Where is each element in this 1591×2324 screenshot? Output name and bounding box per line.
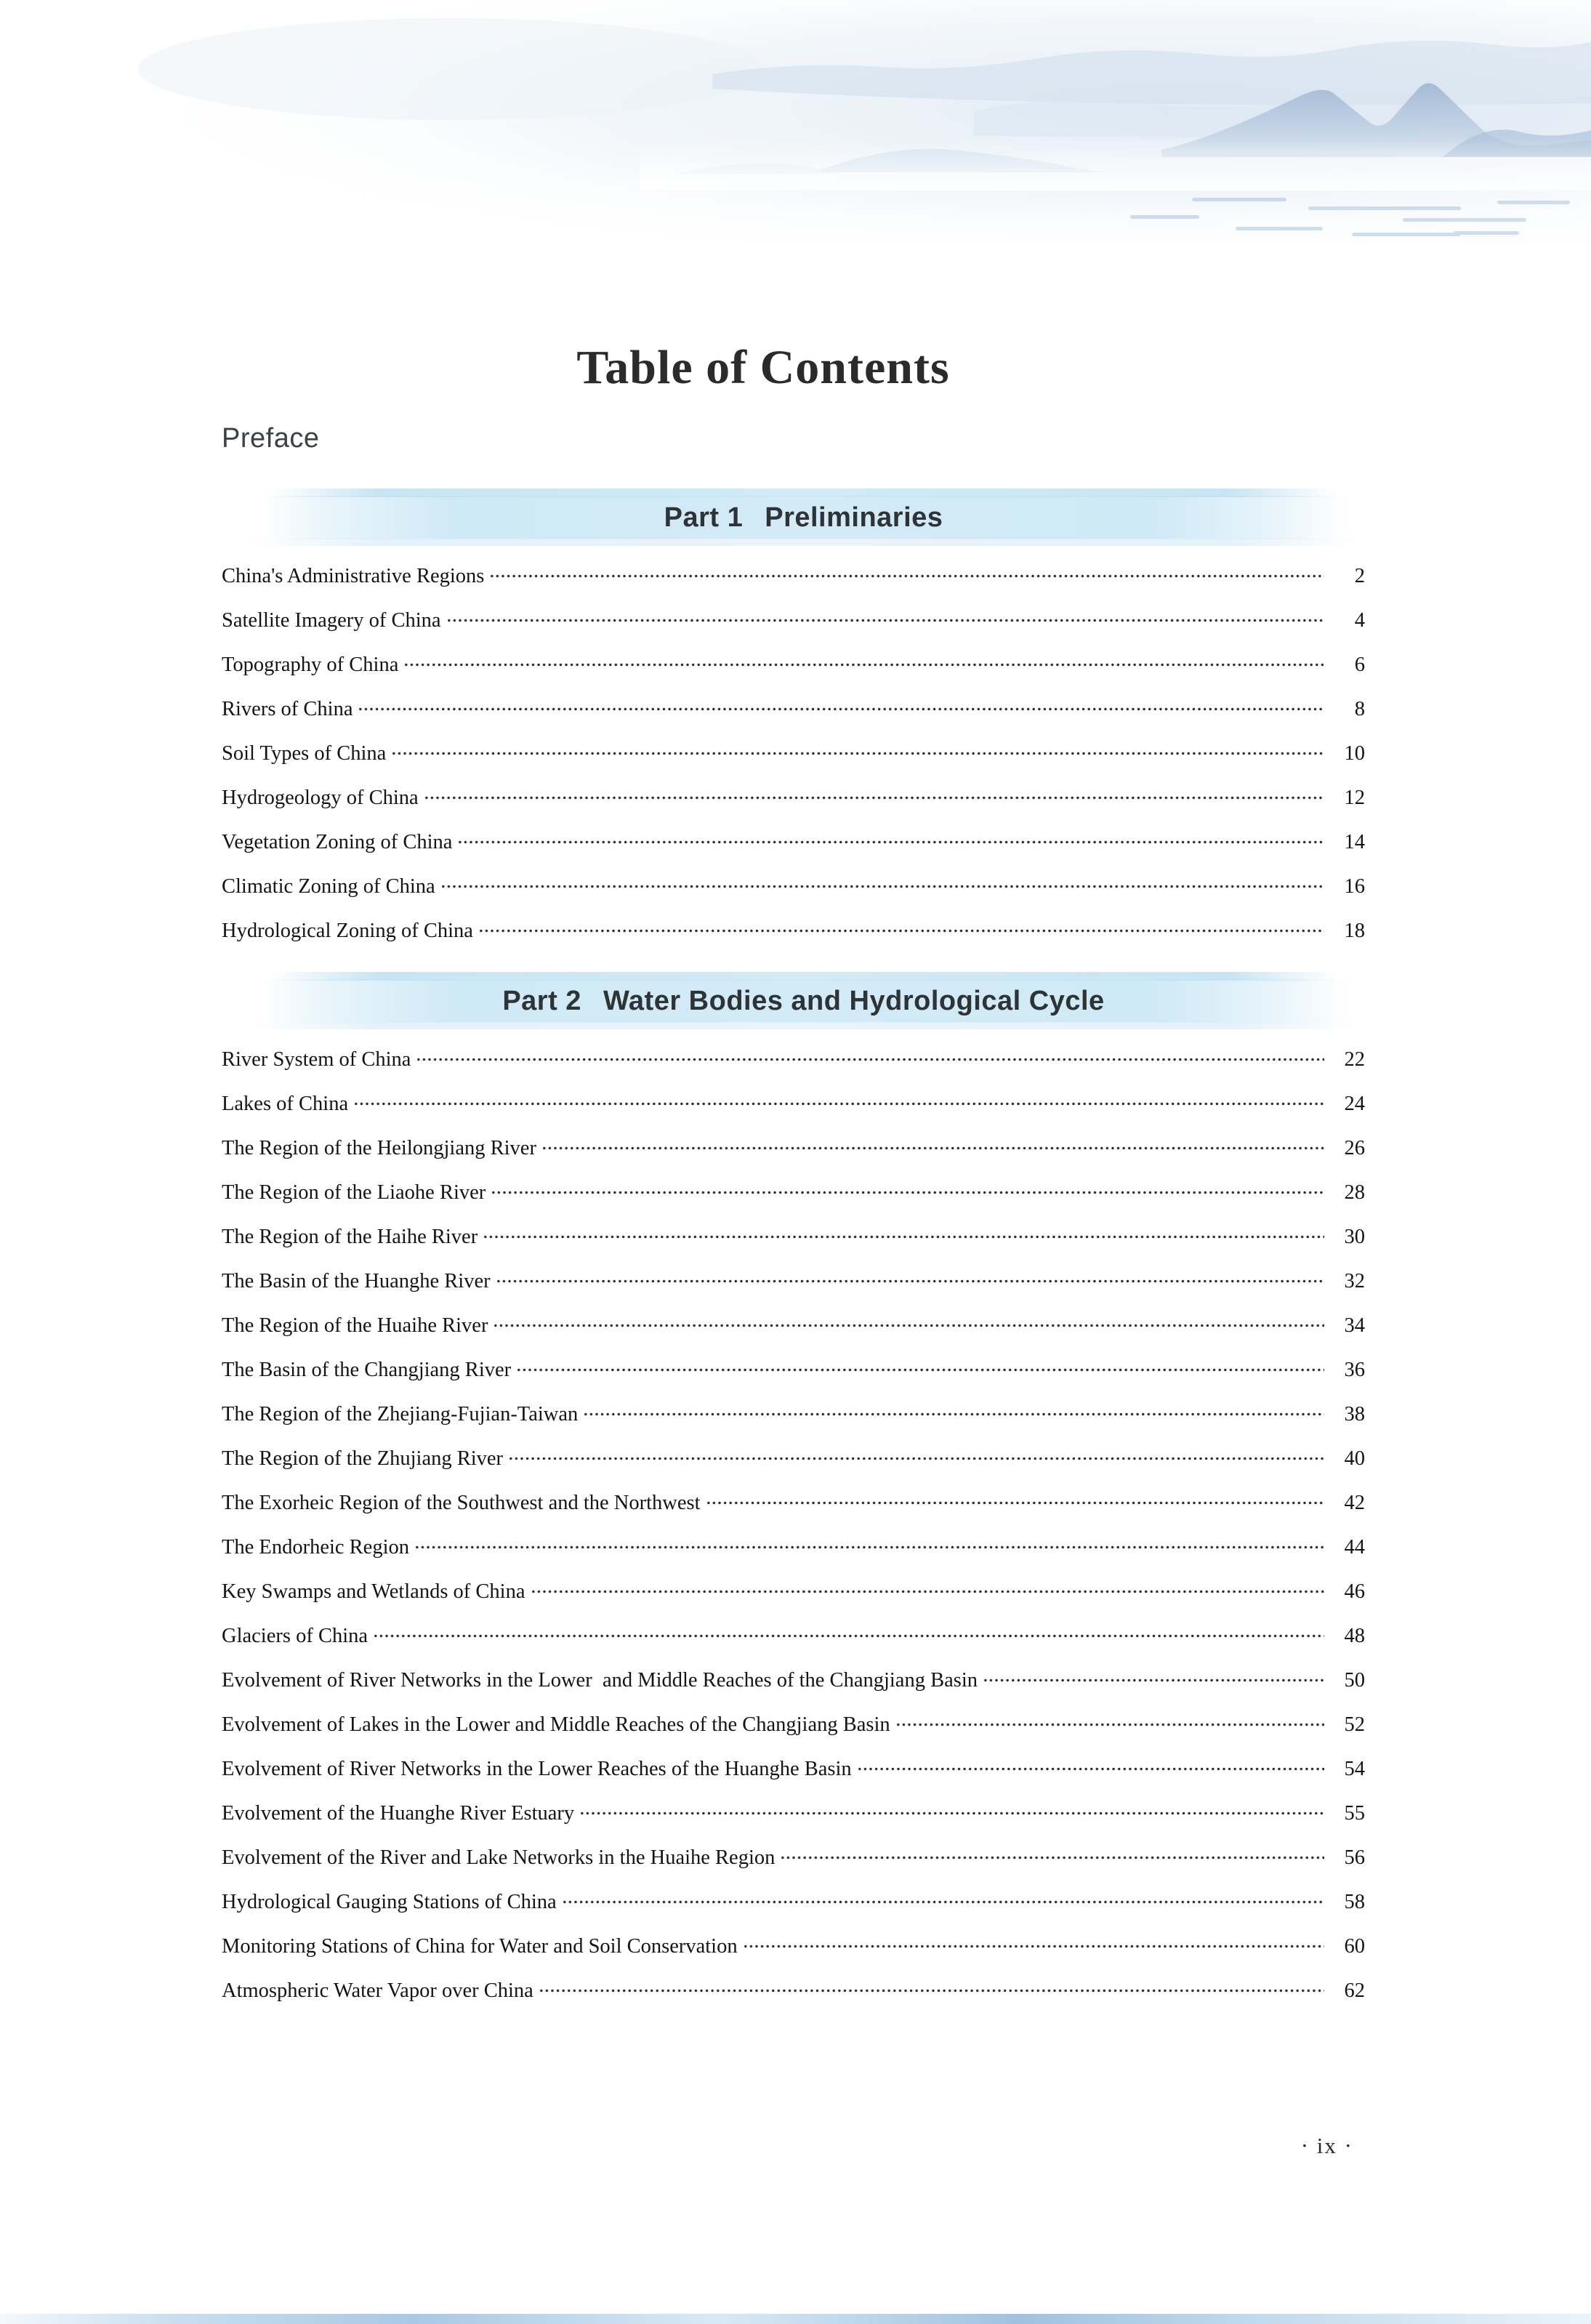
toc-leader-dots bbox=[983, 1658, 1324, 1702]
part-title: Water Bodies and Hydrological Cycle bbox=[603, 985, 1105, 1016]
toc-entry bbox=[222, 1392, 1365, 1436]
toc-entry-page: 58 bbox=[1344, 1890, 1365, 1913]
toc-leader-dots bbox=[489, 554, 1324, 598]
toc-entry-title: The Region of the Zhejiang-Fujian-Taiwan bbox=[222, 1402, 579, 1426]
toc-entry bbox=[222, 1525, 1365, 1569]
toc-entry-title: Key Swamps and Wetlands of China bbox=[222, 1580, 525, 1603]
toc-entry-title: Climatic Zoning of China bbox=[222, 874, 435, 898]
toc-entry bbox=[222, 643, 1365, 687]
toc-entry-page: 50 bbox=[1344, 1668, 1365, 1692]
toc-entry bbox=[222, 1924, 1365, 1969]
toc-entry-page: 28 bbox=[1344, 1181, 1365, 1204]
toc-entry-page: 62 bbox=[1344, 1979, 1365, 2002]
toc-entry-page: 14 bbox=[1344, 830, 1365, 853]
toc-entry-title: Topography of China bbox=[222, 653, 399, 676]
header-artwork-mountains bbox=[0, 0, 1591, 240]
toc-entry-page: 52 bbox=[1344, 1713, 1365, 1736]
toc-leader-dots bbox=[516, 1348, 1324, 1392]
toc-entry-title: Hydrological Zoning of China bbox=[222, 919, 473, 942]
toc-entry bbox=[222, 909, 1365, 953]
preface-heading: Preface bbox=[222, 423, 320, 454]
toc-section bbox=[222, 496, 1365, 953]
part-header-bar bbox=[259, 496, 1348, 539]
toc-entry bbox=[222, 1569, 1365, 1614]
toc-leader-dots bbox=[358, 687, 1324, 731]
toc-leader-dots bbox=[780, 1836, 1324, 1880]
toc-entry-title: Glaciers of China bbox=[222, 1624, 368, 1647]
toc-entry-page: 16 bbox=[1344, 874, 1365, 898]
toc-leader-dots bbox=[493, 1303, 1324, 1348]
toc-entry-title: The Endorheic Region bbox=[222, 1535, 410, 1559]
toc-entry-title: The Region of the Zhujiang River bbox=[222, 1447, 504, 1470]
toc-entry-title: Soil Types of China bbox=[222, 741, 387, 765]
toc-leader-dots bbox=[478, 909, 1324, 953]
toc-entry-title: Evolvement of the Huanghe River Estuary bbox=[222, 1801, 575, 1825]
toc-leader-dots bbox=[424, 776, 1324, 820]
toc-entry-page: 22 bbox=[1344, 1048, 1365, 1071]
toc-leader-dots bbox=[491, 1170, 1324, 1215]
toc-entry bbox=[222, 1481, 1365, 1525]
toc-entry-page: 2 bbox=[1354, 564, 1365, 587]
toc-entry-page: 34 bbox=[1344, 1314, 1365, 1337]
toc-leader-dots bbox=[531, 1569, 1325, 1614]
toc-entry-page: 30 bbox=[1344, 1225, 1365, 1248]
toc-entry bbox=[222, 687, 1365, 731]
toc-leader-dots bbox=[562, 1880, 1324, 1924]
toc-entry bbox=[222, 864, 1365, 909]
toc-entry-page: 36 bbox=[1344, 1358, 1365, 1381]
toc-leader-dots bbox=[403, 643, 1324, 687]
part-label: Part 2 bbox=[502, 985, 581, 1016]
toc-entry bbox=[222, 1126, 1365, 1170]
toc-entry-title: Atmospheric Water Vapor over China bbox=[222, 1979, 533, 2002]
toc-entry bbox=[222, 598, 1365, 643]
toc-entry-page: 18 bbox=[1344, 919, 1365, 942]
toc-leader-dots bbox=[414, 1525, 1324, 1569]
base-mist bbox=[640, 140, 1591, 190]
toc-entry bbox=[222, 1348, 1365, 1392]
toc-entry-title: Evolvement of Lakes in the Lower and Middle Reaches of the Changjiang Basin bbox=[222, 1713, 890, 1736]
toc-entry-page: 48 bbox=[1344, 1624, 1365, 1647]
toc-entry-page: 4 bbox=[1354, 608, 1365, 632]
toc-entry-page: 46 bbox=[1344, 1580, 1365, 1603]
toc-entry-page: 40 bbox=[1344, 1447, 1365, 1470]
toc-entry-list bbox=[222, 1037, 1365, 2013]
toc-entry-title: Rivers of China bbox=[222, 697, 353, 720]
toc-leader-dots bbox=[353, 1082, 1324, 1126]
toc-entry bbox=[222, 1303, 1365, 1348]
toc-entry-page: 42 bbox=[1344, 1491, 1365, 1514]
toc-entry bbox=[222, 1791, 1365, 1836]
mist-patch bbox=[138, 18, 763, 120]
toc-leader-dots bbox=[391, 731, 1324, 776]
toc-entry-title: Vegetation Zoning of China bbox=[222, 830, 453, 853]
toc-entry-title: Evolvement of the River and Lake Networks in the Huaihe Region bbox=[222, 1846, 776, 1869]
toc-entry-title: The Region of the Heilongjiang River bbox=[222, 1136, 536, 1159]
toc-content bbox=[222, 496, 1365, 2013]
toc-entry-title: The Exorheic Region of the Southwest and the Northwest bbox=[222, 1491, 701, 1514]
toc-entry-title: Evolvement of River Networks in the Lower and Middle Reaches of the Changjiang Basin bbox=[222, 1668, 978, 1692]
toc-entry bbox=[222, 1037, 1365, 1082]
toc-entry bbox=[222, 820, 1365, 864]
toc-leader-dots bbox=[706, 1481, 1324, 1525]
toc-entry bbox=[222, 731, 1365, 776]
toc-entry bbox=[222, 1436, 1365, 1481]
toc-entry-page: 26 bbox=[1344, 1136, 1365, 1159]
toc-entry-page: 8 bbox=[1354, 697, 1365, 720]
page-title: Table of Contents bbox=[576, 341, 950, 395]
toc-leader-dots bbox=[541, 1126, 1324, 1170]
toc-entry-title: The Region of the Haihe River bbox=[222, 1225, 478, 1248]
toc-entry-page: 10 bbox=[1344, 741, 1365, 765]
toc-entry-page: 32 bbox=[1344, 1269, 1365, 1292]
toc-entry-title: Lakes of China bbox=[222, 1092, 349, 1115]
toc-leader-dots bbox=[579, 1791, 1324, 1836]
toc-entry bbox=[222, 1702, 1365, 1747]
toc-entry bbox=[222, 1082, 1365, 1126]
toc-entry-title: The Region of the Huaihe River bbox=[222, 1314, 488, 1337]
toc-leader-dots bbox=[857, 1747, 1324, 1791]
toc-entry-page: 6 bbox=[1354, 653, 1365, 676]
toc-leader-dots bbox=[583, 1392, 1324, 1436]
part-label: Part 1 bbox=[664, 502, 744, 533]
toc-entry bbox=[222, 1969, 1365, 2013]
toc-entry-page: 55 bbox=[1344, 1801, 1365, 1825]
toc-leader-dots bbox=[743, 1924, 1324, 1969]
page-number: · ix · bbox=[1300, 2133, 1353, 2158]
toc-entry bbox=[222, 1215, 1365, 1259]
toc-entry-page: 12 bbox=[1344, 786, 1365, 809]
toc-entry-title: Satellite Imagery of China bbox=[222, 608, 441, 632]
toc-entry-title: The Basin of the Changjiang River bbox=[222, 1358, 512, 1381]
toc-entry bbox=[222, 1658, 1365, 1702]
toc-entry-title: Monitoring Stations of China for Water and Soil Conservation bbox=[222, 1934, 738, 1958]
toc-leader-dots bbox=[457, 820, 1324, 864]
toc-entry-page: 54 bbox=[1344, 1757, 1365, 1780]
toc-entry-page: 38 bbox=[1344, 1402, 1365, 1426]
toc-leader-dots bbox=[539, 1969, 1324, 2013]
part-title: Preliminaries bbox=[765, 502, 943, 533]
toc-entry-title: Evolvement of River Networks in the Lower Reaches of the Huanghe Basin bbox=[222, 1757, 852, 1780]
toc-leader-dots bbox=[895, 1702, 1324, 1747]
toc-leader-dots bbox=[373, 1614, 1324, 1658]
toc-entry bbox=[222, 1259, 1365, 1303]
toc-entry-page: 24 bbox=[1344, 1092, 1365, 1115]
toc-entry-title: River System of China bbox=[222, 1048, 411, 1071]
toc-entry bbox=[222, 1836, 1365, 1880]
toc-entry-list bbox=[222, 554, 1365, 953]
toc-entry-title: The Basin of the Huanghe River bbox=[222, 1269, 491, 1292]
toc-entry-title: The Region of the Liaohe River bbox=[222, 1181, 486, 1204]
toc-leader-dots bbox=[496, 1259, 1324, 1303]
toc-leader-dots bbox=[483, 1215, 1324, 1259]
footer-artwork-strip bbox=[0, 2314, 1591, 2324]
toc-leader-dots bbox=[440, 864, 1324, 909]
toc-entry-page: 56 bbox=[1344, 1846, 1365, 1869]
toc-entry-page: 60 bbox=[1344, 1934, 1365, 1958]
toc-entry bbox=[222, 554, 1365, 598]
part-header-bar bbox=[259, 979, 1348, 1023]
toc-section bbox=[222, 979, 1365, 2013]
toc-entry bbox=[222, 1614, 1365, 1658]
toc-entry bbox=[222, 1880, 1365, 1924]
toc-entry bbox=[222, 776, 1365, 820]
toc-leader-dots bbox=[508, 1436, 1324, 1481]
toc-entry-page: 44 bbox=[1344, 1535, 1365, 1559]
toc-leader-dots bbox=[416, 1037, 1324, 1082]
toc-entry bbox=[222, 1747, 1365, 1791]
toc-entry bbox=[222, 1170, 1365, 1215]
toc-entry-title: Hydrogeology of China bbox=[222, 786, 419, 809]
toc-leader-dots bbox=[446, 598, 1324, 643]
toc-entry-title: Hydrological Gauging Stations of China bbox=[222, 1890, 557, 1913]
toc-entry-title: China's Administrative Regions bbox=[222, 564, 485, 587]
